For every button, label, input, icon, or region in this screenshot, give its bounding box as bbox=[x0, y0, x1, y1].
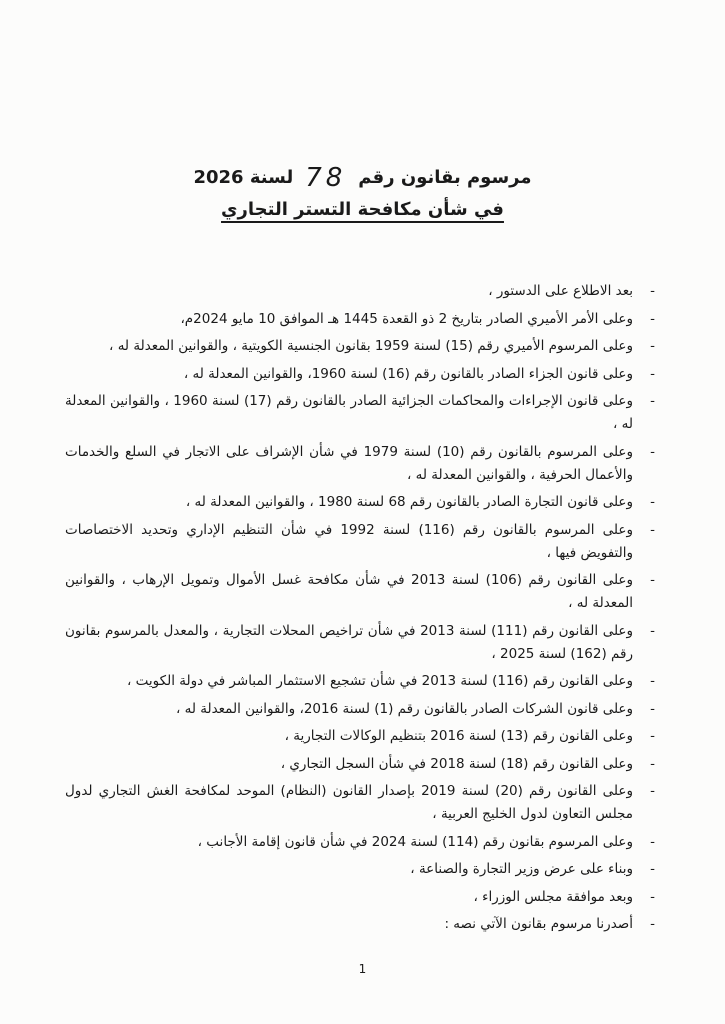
preamble-item bbox=[65, 569, 655, 615]
decree-title bbox=[0, 160, 725, 193]
bullet-dash: - bbox=[650, 283, 655, 299]
preamble-item bbox=[65, 913, 655, 936]
decree-prefix: مرسوم بقانون رقم bbox=[358, 167, 532, 188]
preamble-item-text: وعلى قانون التجارة الصادر بالقانون رقم 68 لسنة 1980 ، والقوانين المعدلة له ، bbox=[185, 494, 633, 510]
preamble-item-text: بعد الاطلاع على الدستور ، bbox=[488, 283, 633, 299]
bullet-dash: - bbox=[650, 443, 655, 460]
preamble-item-text: وعلى قانون الجزاء الصادر بالقانون رقم (16) لسنة 1960، والقوانين المعدلة له ، bbox=[183, 365, 633, 382]
bullet-dash: - bbox=[650, 728, 655, 744]
bullet-dash: - bbox=[650, 310, 655, 327]
preamble-item bbox=[65, 491, 655, 514]
bullet-dash: - bbox=[650, 393, 655, 409]
preamble-item bbox=[65, 698, 655, 721]
page-number: 1 bbox=[358, 962, 367, 976]
decree-subject bbox=[0, 199, 725, 220]
preamble-item bbox=[65, 390, 655, 436]
preamble-item-text: وبناء على عرض وزير التجارة والصناعة ، bbox=[410, 861, 633, 877]
preamble-item bbox=[65, 363, 655, 386]
preamble-item bbox=[65, 780, 655, 826]
preamble-item-text: وعلى المرسوم بالقانون رقم (10) لسنة 1979 في شأن الإشراف على الاتجار في السلع والخدمات والأعمال الحرفية ، والقوانين المعدلة له ، bbox=[65, 443, 633, 483]
bullet-dash: - bbox=[650, 916, 655, 932]
preamble-item-text: وعلى القانون رقم (111) لسنة 2013 في شأن تراخيص المحلات التجارية ، والمعدل بالمرسوم بقانون رقم (162) لسنة 2025 ، bbox=[65, 622, 633, 662]
preamble-item-text: وعلى قانون الإجراءات والمحاكمات الجزائية الصادر بالقانون رقم (17) لسنة 1960 ، والقوانين المعدلة له ، bbox=[65, 393, 633, 432]
preamble-item bbox=[65, 519, 655, 565]
bullet-dash: - bbox=[650, 622, 655, 639]
preamble-item-text: أصدرنا مرسوم بقانون الآتي نصه : bbox=[444, 916, 633, 932]
preamble-item bbox=[65, 670, 655, 693]
preamble-item-text: وعلى المرسوم بالقانون رقم (116) لسنة 1992 في شأن التنظيم الإداري وتحديد الاختصاصات والتفويض فيها ، bbox=[65, 521, 633, 561]
preamble-item bbox=[65, 858, 655, 881]
bullet-dash: - bbox=[650, 572, 655, 588]
preamble-item-text: وعلى الأمر الأميري الصادر بتاريخ 2 ذو القعدة 1445 هـ الموافق 10 مايو 2024م، bbox=[180, 310, 633, 327]
bullet-dash: - bbox=[650, 521, 655, 538]
bullet-dash: - bbox=[650, 861, 655, 877]
preamble-item bbox=[65, 831, 655, 854]
bullet-dash: - bbox=[650, 365, 655, 382]
bullet-dash: - bbox=[650, 833, 655, 850]
bullet-dash: - bbox=[650, 888, 655, 905]
preamble-item bbox=[65, 441, 655, 487]
bullet-dash: - bbox=[650, 338, 655, 354]
preamble-item-text: وعلى المرسوم بقانون رقم (114) لسنة 2024 في شأن قانون إقامة الأجانب ، bbox=[197, 833, 633, 850]
decree-year: لسنة 2026 bbox=[193, 167, 294, 188]
decree-subject-text: في شأن مكافحة التستر التجاري bbox=[221, 199, 504, 220]
bullet-dash: - bbox=[650, 755, 655, 772]
preamble-item bbox=[65, 335, 655, 358]
preamble-item-text: وعلى القانون رقم (106) لسنة 2013 في شأن مكافحة غسل الأموال وتمويل الإرهاب ، والقوانين المعدلة له ، bbox=[65, 572, 633, 611]
decree-number: 78 bbox=[305, 163, 347, 193]
bullet-dash: - bbox=[650, 783, 655, 799]
preamble-item bbox=[65, 280, 655, 303]
preamble-item bbox=[65, 753, 655, 776]
preamble-item-text: وعلى القانون رقم (18) لسنة 2018 في شأن السجل التجاري ، bbox=[280, 755, 633, 772]
preamble-item-text: وعلى قانون الشركات الصادر بالقانون رقم (1) لسنة 2016، والقوانين المعدلة له ، bbox=[175, 700, 633, 717]
preamble-list bbox=[65, 280, 655, 941]
preamble-item-text: وبعد موافقة مجلس الوزراء ، bbox=[473, 888, 633, 905]
bullet-dash: - bbox=[650, 673, 655, 689]
preamble-item bbox=[65, 620, 655, 666]
preamble-item-text: وعلى القانون رقم (20) لسنة 2019 بإصدار القانون (النظام) الموحد لمكافحة الغش التجاري لدول مجلس التعاون لدول الخليج العربية ، bbox=[65, 783, 633, 822]
bullet-dash: - bbox=[650, 700, 655, 717]
bullet-dash: - bbox=[650, 494, 655, 510]
preamble-item bbox=[65, 886, 655, 909]
preamble-item-text: وعلى القانون رقم (13) لسنة 2016 بتنظيم الوكالات التجارية ، bbox=[284, 728, 633, 744]
preamble-item bbox=[65, 725, 655, 748]
preamble-item-text: وعلى المرسوم الأميري رقم (15) لسنة 1959 بقانون الجنسية الكويتية ، والقوانين المعدلة له ، bbox=[109, 338, 633, 354]
preamble-item-text: وعلى القانون رقم (116) لسنة 2013 في شأن تشجيع الاستثمار المباشر في دولة الكويت ، bbox=[127, 673, 633, 689]
preamble-item bbox=[65, 308, 655, 331]
